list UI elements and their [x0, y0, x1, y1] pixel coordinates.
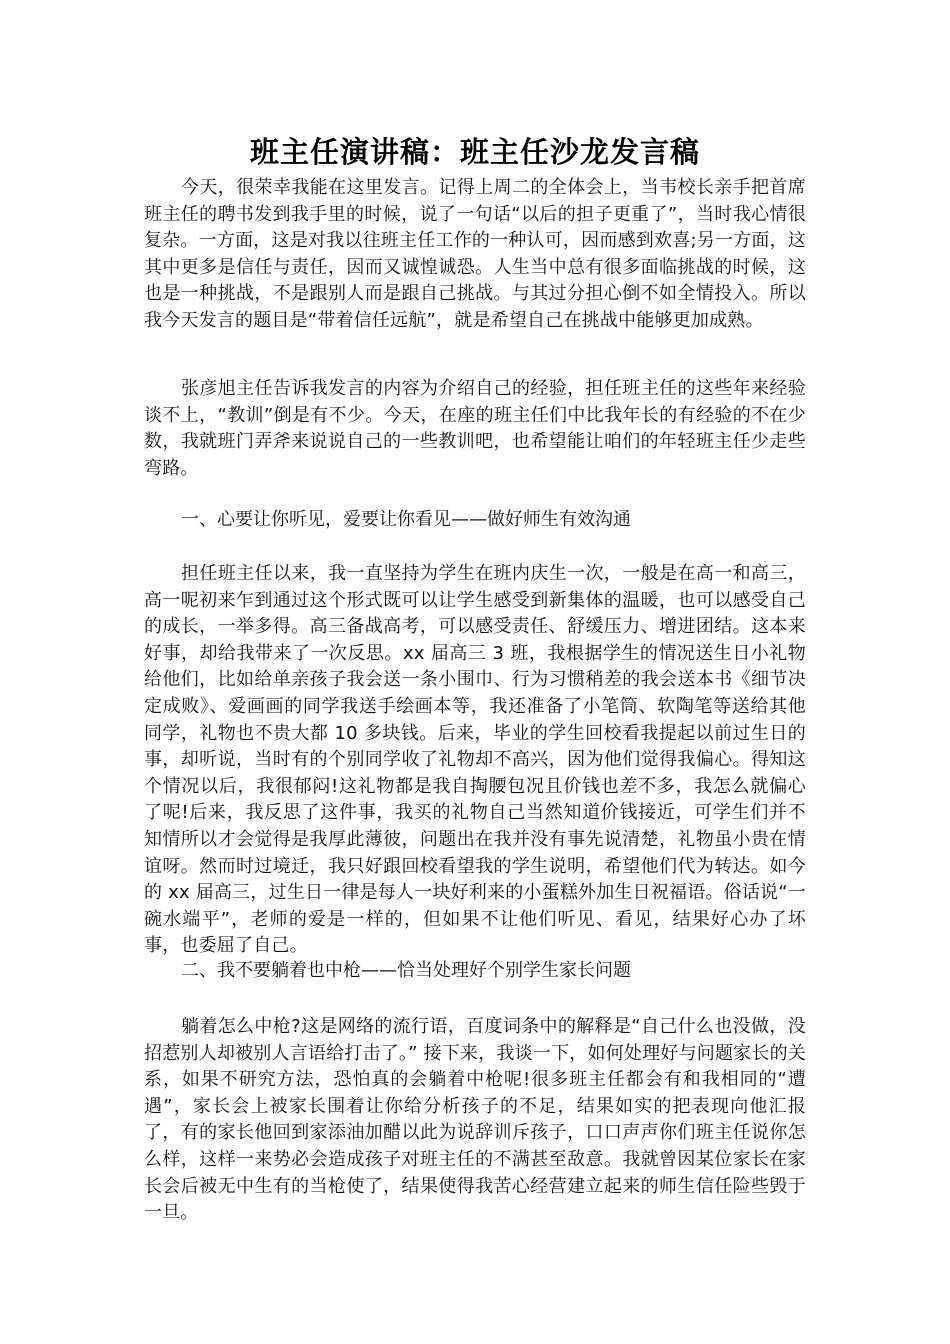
paragraph-section-2: 躺着怎么中枪?这是网络的流行语，百度词条中的解释是“自己什么也没做，没招惹别人却被别人言语给打击了。” 接下来，我谈一下，如何处理好与问题家长的关系，如果不研究方法，恐怕真的会躺着中枪呢!很多班主任都会有和我相同的“遭遇”，家长会上被家长围着让你给分析孩子的不足，结果如实的把表现向他汇报了，有的家长他回到家添油加醋以此为说辞训斥孩子，口口声声你们班主任说你怎么样，这样一来势必会造成孩子对班主任的不满甚至敌意。我就曾因某位家长在家长会后被无中生有的当枪使了，结果使得我苦心经营建立起来的师生信任险些毁于一旦。: [144, 1016, 806, 1224]
paragraph-opening: 今天，很荣幸我能在这里发言。记得上周二的全体会上，当韦校长亲手把首席班主任的聘书发到我手里的时候，说了一句话“以后的担子更重了”，当时我心情很复杂。一方面，这是对我以往班主任工作的一种认可，因而感到欢喜;另一方面，这其中更多是信任与责任，因而又诚惶诚恐。人生当中总有很多面临挑战的时候，这也是一种挑战，不是跟别人而是跟自己挑战。与其过分担心倒不如全情投入。所以我今天发言的题目是“带着信任远航”，就是希望自己在挑战中能够更加成熟。: [144, 177, 806, 331]
paragraph-section-1: 担任班主任以来，我一直坚持为学生在班内庆生一次，一般是在高一和高三，高一呢初来乍到通过这个形式既可以让学生感受到新集体的温暖，也可以感受自己的成长，一举多得。高三备战高考，可以感受责任、舒缓压力、增进团结。这本来好事，却给我带来了一次反思。xx 届高三 3 班，我根据学生的情况送生日小礼物给他们，比如给单亲孩子我会送一条小围巾、行为习惯稍差的我会送本书《细节决定成败》、爱画画的同学我送手绘画本等，我还准备了小笔筒、软陶笔等送给其他同学，礼物也不贵大都 10 多块钱。后来，毕业的学生回校看我提起以前过生日的事，却听说，当时有的个别同学收了礼物却不高兴，因为他们觉得我偏心。得知这个情况以后，我很郁闷!这礼物都是我自掏腰包况且价钱也差不多，我怎么就偏心了呢!后来，我反思了这件事，我买的礼物自己当然知道价钱接近，可学生们并不知情所以才会觉得是我厚此薄彼，问题出在我并没有事先说清楚，礼物虽小贵在情谊呀。然而时过境迁，我只好跟回校看望我的学生说明，希望他们代为转达。如今的 xx 届高三，过生日一律是每人一块好利来的小蛋糕外加生日祝福语。俗话说“一碗水端平”，老师的爱是一样的，但如果不让他们听见、看见，结果好心办了坏事，也委屈了自己。: [144, 563, 806, 957]
section-heading-1: 一、心要让你听见，爱要让你看见——做好师生有效沟通: [181, 509, 631, 530]
section-heading-2: 二、我不要躺着也中枪——恰当处理好个别学生家长问题: [181, 960, 631, 981]
document-title: 班主任演讲稿：班主任沙龙发言稿: [249, 135, 700, 169]
paragraph-intro: 张彦旭主任告诉我发言的内容为介绍自己的经验，担任班主任的这些年来经验谈不上，“教训”倒是有不少。今天，在座的班主任们中比我年长的有经验的不在少数，我就班门弄斧来说说自己的一些教训吧，也希望能让咱们的年轻班主任少走些弯路。: [144, 378, 806, 479]
